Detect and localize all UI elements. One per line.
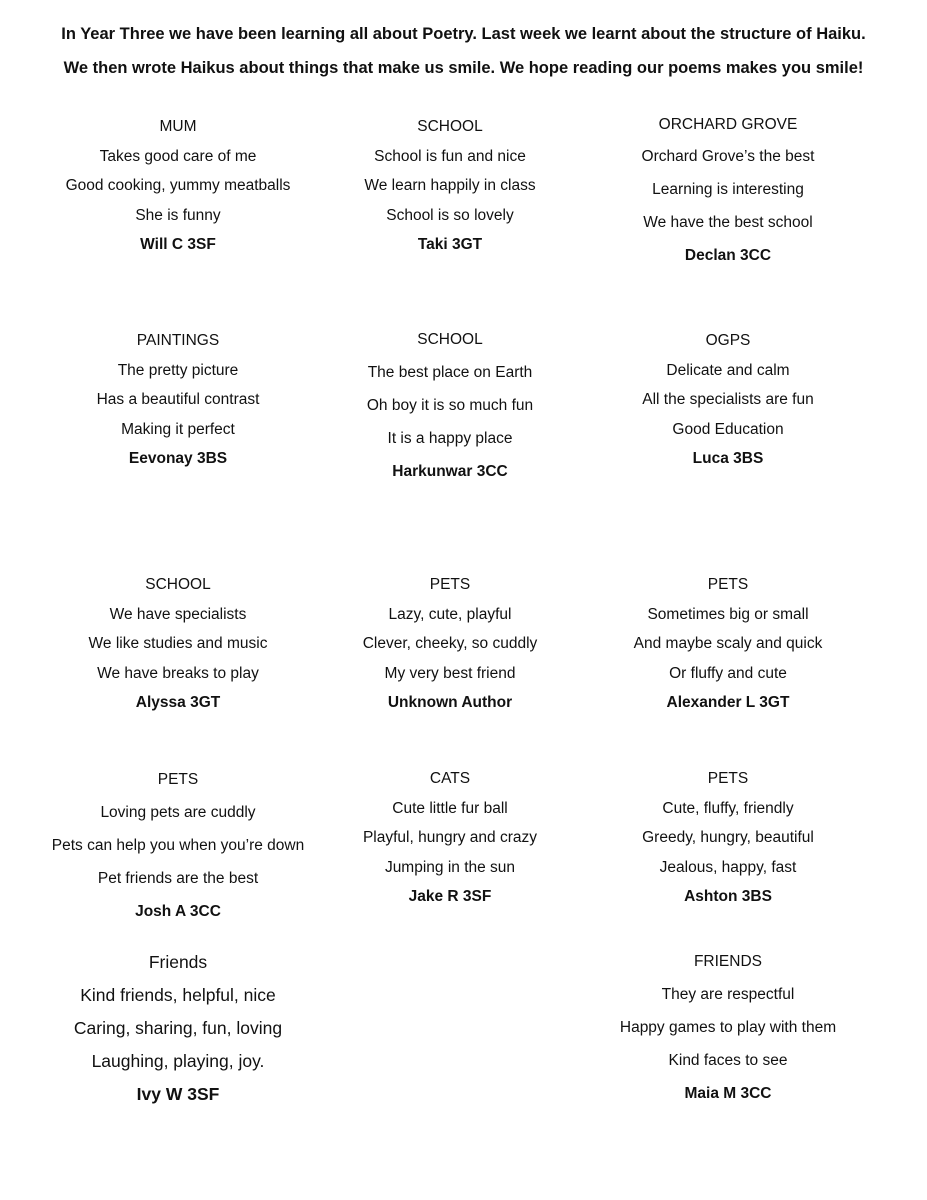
poem-author: Alexander L 3GT	[666, 694, 790, 712]
poem-line: Good Education	[672, 420, 784, 438]
poem-line: Or fluffy and cute	[669, 664, 787, 682]
poem-title: SCHOOL	[417, 118, 483, 135]
poem-author: Jake R 3SF	[408, 888, 492, 906]
poem-line: We learn happily in class	[364, 177, 536, 195]
poem-line: Sometimes big or small	[647, 605, 809, 623]
poem-title: CATS	[429, 770, 471, 787]
poem-line: Takes good care of me	[99, 147, 257, 165]
poem-line: School is fun and nice	[374, 147, 526, 165]
poem-author: Alyssa 3GT	[135, 694, 221, 712]
poem-cats	[300, 764, 600, 912]
poem-author: Eevonay 3BS	[128, 450, 228, 468]
poem-line: She is funny	[135, 206, 221, 224]
poem-line: Laughing, playing, joy.	[91, 1051, 265, 1071]
poem-line: We have breaks to play	[97, 664, 259, 682]
poem-school-2	[300, 324, 600, 488]
poem-line: Kind friends, helpful, nice	[80, 985, 276, 1005]
poem-line: Oh boy it is so much fun	[366, 397, 534, 414]
poem-title: PETS	[707, 770, 749, 787]
poem-line: Jealous, happy, fast	[659, 858, 797, 876]
poem-line: School is so lovely	[386, 206, 514, 224]
poem-pets-3	[28, 764, 328, 928]
poem-title: FRIENDS	[693, 953, 763, 970]
poem-author: Luca 3BS	[692, 450, 764, 468]
poem-line: The best place on Earth	[367, 364, 533, 381]
poem-line: My very best friend	[384, 664, 516, 682]
poem-line: All the specialists are fun	[642, 391, 814, 409]
poem-line: We like studies and music	[88, 635, 268, 653]
poem-title: ORCHARD GROVE	[658, 116, 798, 133]
poem-line: Has a beautiful contrast	[96, 391, 260, 409]
intro-line-2: We then wrote Haikus about things that make us smile. We hope reading our poems makes you smile!	[63, 59, 864, 77]
poem-author: Taki 3GT	[417, 236, 483, 254]
poem-author: Ivy W 3SF	[136, 1084, 220, 1104]
poem-line: Kind faces to see	[668, 1052, 788, 1069]
poem-pets-2	[578, 570, 878, 718]
poem-author: Josh A 3CC	[135, 903, 221, 920]
poem-line: Cute little fur ball	[392, 799, 508, 817]
poem-title: SCHOOL	[145, 576, 211, 593]
poem-school-3	[28, 570, 328, 718]
poem-title: SCHOOL	[417, 331, 483, 348]
poem-author: Declan 3CC	[684, 247, 772, 264]
poem-line: And maybe scaly and quick	[633, 635, 823, 653]
poem-pets-4	[578, 764, 878, 912]
poem-line: Making it perfect	[121, 420, 235, 438]
poem-author: Maia M 3CC	[684, 1085, 772, 1102]
poem-line: Pet friends are the best	[97, 870, 259, 887]
poem-line: We have the best school	[643, 214, 813, 231]
poem-friends-1	[28, 946, 328, 1111]
poem-line: Good cooking, yummy meatballs	[65, 177, 291, 195]
poem-title: PETS	[429, 576, 471, 593]
poem-ogps	[578, 326, 878, 474]
poem-paintings	[28, 326, 328, 474]
intro-line-1: In Year Three we have been learning all about Poetry. Last week we learnt about the structure of Haiku.	[61, 25, 866, 43]
poem-line: We have specialists	[109, 605, 247, 623]
poem-pets-1	[300, 570, 600, 718]
poem-orchard-grove	[578, 110, 878, 272]
poem-line: Cute, fluffy, friendly	[662, 799, 794, 817]
poem-line: Playful, hungry and crazy	[362, 829, 538, 847]
poem-title: PETS	[707, 576, 749, 593]
poem-author: Harkunwar 3CC	[392, 463, 508, 480]
poem-line: Lazy, cute, playful	[388, 605, 512, 623]
poem-title: Friends	[148, 952, 208, 972]
poem-line: It is a happy place	[387, 430, 513, 447]
poem-line: Jumping in the sun	[384, 858, 516, 876]
poem-line: Pets can help you when you’re down	[51, 837, 305, 854]
poem-line: Greedy, hungry, beautiful	[642, 829, 814, 847]
poem-line: Learning is interesting	[652, 181, 804, 198]
poem-title: OGPS	[705, 332, 751, 349]
poem-author: Ashton 3BS	[684, 888, 772, 906]
poem-line: Loving pets are cuddly	[100, 804, 256, 821]
poem-line: They are respectful	[661, 986, 795, 1003]
poem-friends-2	[578, 945, 878, 1110]
poem-line: Caring, sharing, fun, loving	[73, 1018, 283, 1038]
poem-line: Delicate and calm	[666, 361, 790, 379]
poem-author: Unknown Author	[387, 694, 513, 712]
poem-mum	[28, 112, 328, 260]
poem-line: Orchard Grove’s the best	[641, 148, 815, 165]
poem-title: PAINTINGS	[136, 332, 220, 349]
poem-title: PETS	[157, 771, 199, 788]
poem-author: Will C 3SF	[140, 236, 216, 254]
poem-line: Clever, cheeky, so cuddly	[362, 635, 538, 653]
poem-title: MUM	[159, 118, 197, 135]
poem-school-1	[300, 112, 600, 260]
poem-line: Happy games to play with them	[619, 1019, 837, 1036]
poem-line: The pretty picture	[117, 361, 239, 379]
